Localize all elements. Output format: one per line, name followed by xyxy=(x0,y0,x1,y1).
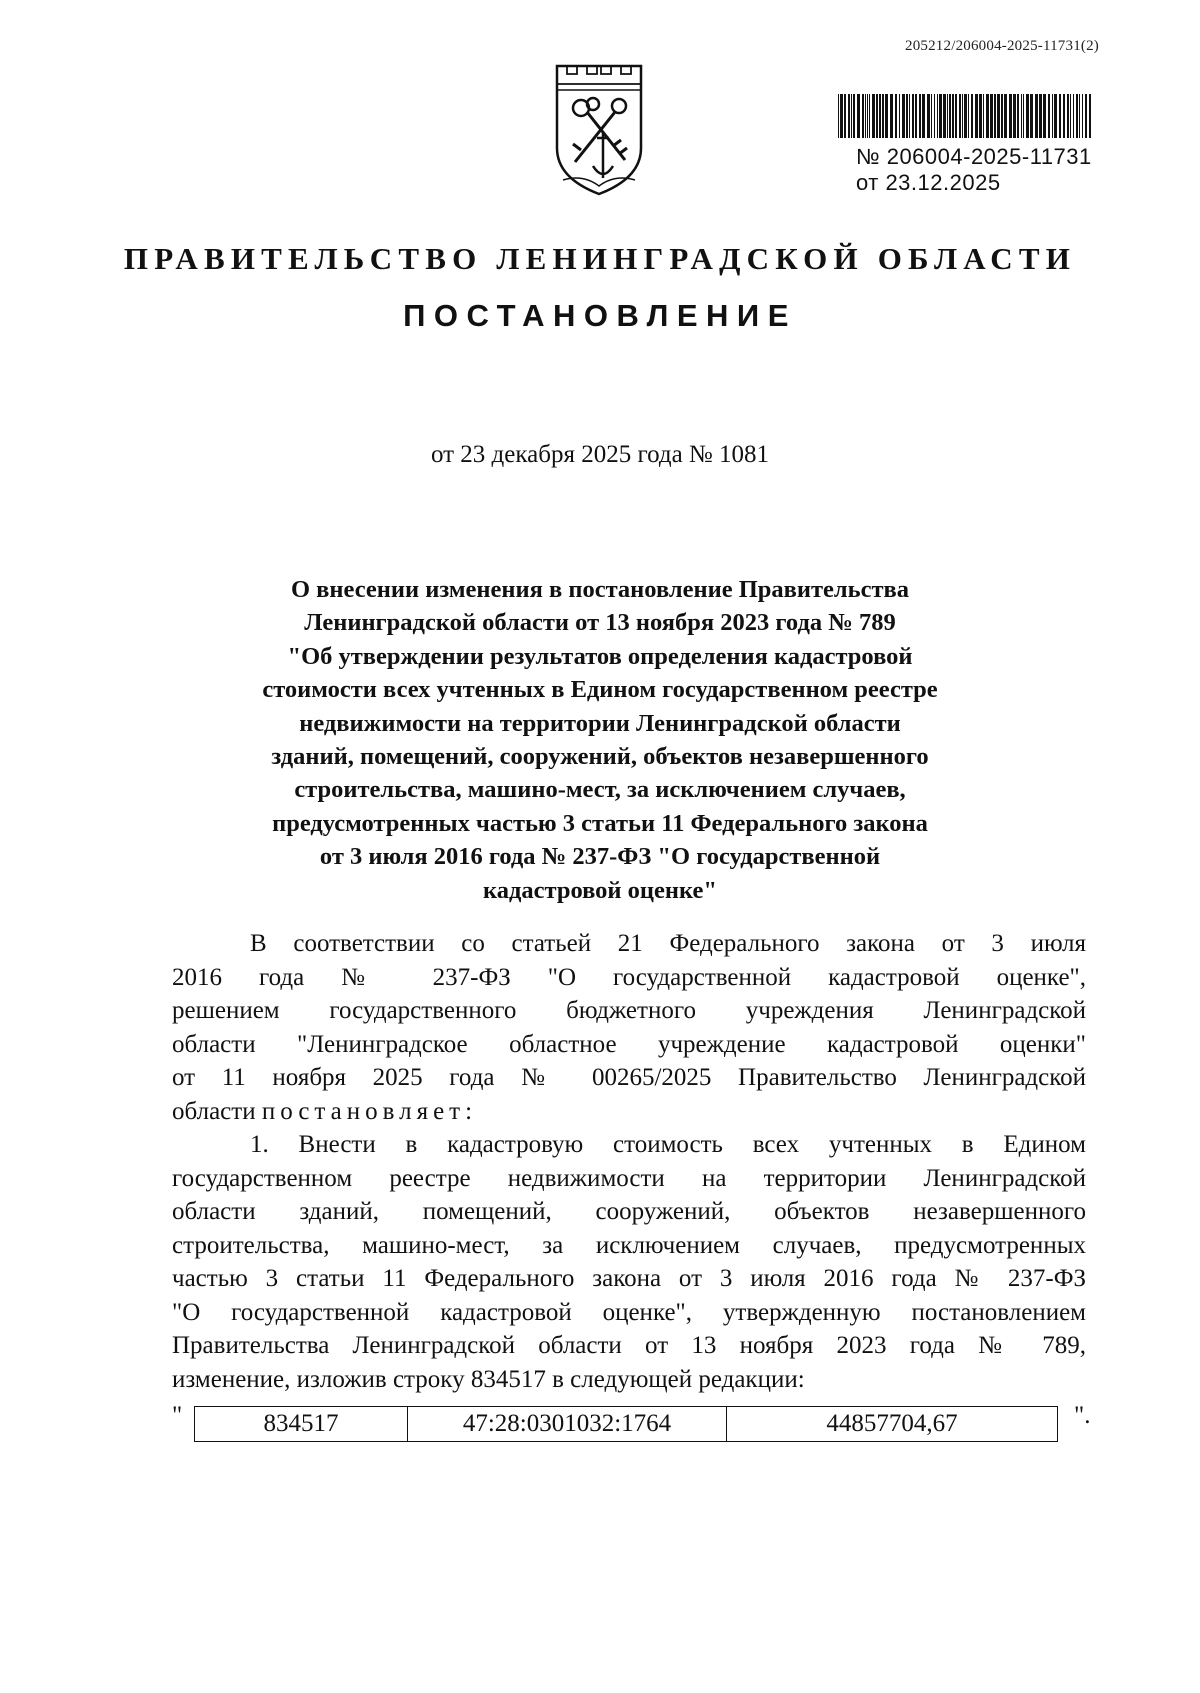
subject-line: предусмотренных частью 3 статьи 11 Федерального закона xyxy=(272,809,928,837)
body-line: В соответствии со статьей 21 Федерального закона от 3 июля xyxy=(250,930,1086,957)
body-line: области зданий, помещений, сооружений, объектов незавершенного xyxy=(172,1198,1086,1225)
body-line: "О государственной кадастровой оценке", утвержденную постановлением xyxy=(172,1298,1086,1326)
table-row xyxy=(195,1407,1058,1442)
resolution-subject xyxy=(200,573,1000,907)
resolution-body xyxy=(172,927,1086,1396)
body-line: строительства, машино-мест, за исключением случаев, предусмотренных xyxy=(172,1231,1086,1259)
body-line: изменение, изложив строку 834517 в следующей редакции: xyxy=(172,1365,805,1393)
body-line: государственном реестре недвижимости на территории Ленинградской xyxy=(172,1164,1086,1192)
amended-row xyxy=(172,1402,1102,1446)
body-line: от 11 ноября 2025 года № 00265/2025 Правительство Ленинградской xyxy=(172,1064,1086,1091)
subject-line: недвижимости на территории Ленинградской области xyxy=(299,709,901,737)
open-quote: " xyxy=(172,1402,183,1429)
document-code: 205212/206004-2025-11731(2) xyxy=(905,38,1099,54)
subject-line: кадастровой оценке" xyxy=(482,876,717,904)
subject-line: "Об утверждении результатов определения кадастровой xyxy=(287,642,913,670)
barcode-icon xyxy=(838,94,1092,138)
subject-line: зданий, помещений, сооружений, объектов незавершенного xyxy=(271,743,929,771)
subject-line: Ленинградской области от 13 ноября 2023 года № 789 xyxy=(304,609,896,637)
body-line: Правительства Ленинградской области от 13 ноября 2023 года № 789, xyxy=(172,1332,1086,1359)
registration-date: от 23.12.2025 xyxy=(856,170,1001,195)
registration-number: № 206004-2025-11731 xyxy=(856,144,1092,169)
close-quote: ". xyxy=(1074,1402,1091,1429)
resolution-date-number: от 23 декабря 2025 года № 1081 xyxy=(430,441,770,468)
coat-of-arms-icon xyxy=(553,62,645,198)
body-line: 2016 года № 237-ФЗ "О государственной кадастровой оценке", xyxy=(172,963,1086,991)
document-type: ПОСТАНОВЛЕНИЕ xyxy=(403,298,797,333)
resolves-word: постановляет: xyxy=(261,1097,478,1125)
body-text: области xyxy=(172,1097,262,1125)
body-line: частью 3 статьи 11 Федерального закона от 3 июля 2016 года № 237-ФЗ xyxy=(172,1265,1086,1292)
body-line xyxy=(172,1095,1086,1129)
subject-line: О внесении изменения в постановление Правительства xyxy=(291,576,909,603)
government-title: ПРАВИТЕЛЬСТВО ЛЕНИНГРАДСКОЙ ОБЛАСТИ xyxy=(123,241,1077,276)
subject-line: строительства, машино-мест, за исключением случаев, xyxy=(294,776,906,804)
cadastral-value-table xyxy=(194,1406,1058,1442)
subject-line: стоимости всех учтенных в Едином государственном реестре xyxy=(262,676,938,704)
subject-line: от 3 июля 2016 года № 237-ФЗ "О государственной xyxy=(319,843,881,871)
row-number-cell: 834517 xyxy=(195,1407,408,1442)
body-line: 1. Внести в кадастровую стоимость всех учтенных в Едином xyxy=(250,1131,1086,1158)
cadastral-value-cell: 44857704,67 xyxy=(727,1407,1058,1442)
cadastral-number-cell: 47:28:0301032:1764 xyxy=(408,1407,727,1442)
body-line: решением государственного бюджетного учреждения Ленинградской xyxy=(172,997,1086,1024)
body-line: области "Ленинградское областное учреждение кадастровой оценки" xyxy=(172,1030,1086,1058)
